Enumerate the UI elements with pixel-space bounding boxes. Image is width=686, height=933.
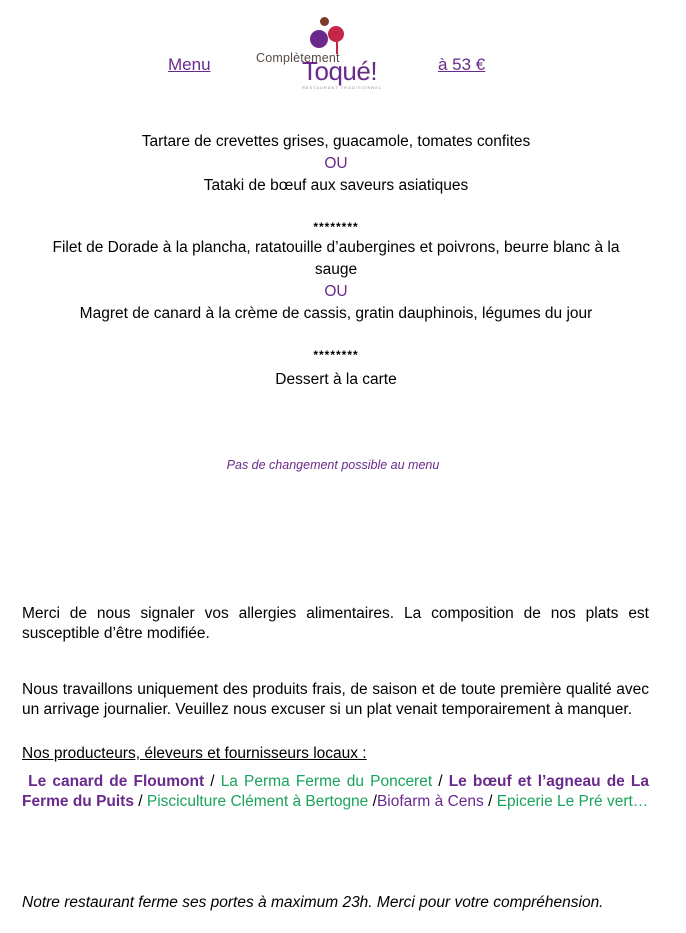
producer-pisciculture: Pisciculture Clément à Bertogne bbox=[146, 793, 369, 810]
closing-text: Notre restaurant ferme ses portes à maximum 23h. Merci pour votre compréhension. bbox=[22, 894, 604, 911]
starter-2: Tataki de bœuf aux saveurs asiatiques bbox=[203, 177, 469, 194]
producer-sep: / bbox=[204, 773, 221, 790]
menu-mains bbox=[22, 237, 650, 325]
allergies-text: Merci de nous signaler vos allergies alimentaires. La composition de nos plats est susceptible d’être modifiée. bbox=[22, 605, 649, 642]
stars-separator-1: ******** bbox=[313, 220, 359, 234]
logo-text-line2: Toqué! bbox=[302, 56, 378, 86]
menu-note: Pas de changement possible au menu bbox=[226, 458, 440, 472]
producer-perma-ferme: La Perma Ferme du Ponceret bbox=[220, 773, 433, 790]
producer-floumont: Le canard de Floumont bbox=[28, 773, 205, 790]
producer-sep: / bbox=[133, 793, 147, 810]
dessert: Dessert à la carte bbox=[275, 371, 397, 388]
producer-sep: / bbox=[368, 793, 377, 810]
logo-dot-small-icon bbox=[320, 17, 329, 26]
main-2: Magret de canard à la crème de cassis, gratin dauphinois, légumes du jour bbox=[79, 305, 593, 322]
logo-text-line3: RESTAURANT TRADITIONNEL bbox=[302, 85, 383, 90]
menu-starters bbox=[22, 131, 650, 197]
price-link[interactable]: à 53 € bbox=[438, 55, 486, 74]
main-1-line1: Filet de Dorade à la plancha, ratatouille d’aubergines et poivrons, beurre blanc à la bbox=[52, 239, 620, 256]
restaurant-logo bbox=[252, 14, 388, 92]
producer-biofarm: Biofarm à Cens bbox=[376, 793, 484, 810]
logo-text-line1: Complètement bbox=[256, 51, 340, 65]
producer-epicerie: Epicerie Le Pré vert… bbox=[496, 793, 649, 810]
fresh-products-text: Nous travaillons uniquement des produits frais, de saison et de toute première qualité avec un arrivage journalier. Veuillez nous excuser si un plat venait temporairement à manquer. bbox=[22, 681, 649, 718]
logo-dot-purple-icon bbox=[310, 30, 328, 48]
producer-sep: / bbox=[432, 773, 449, 790]
producers-list bbox=[22, 772, 649, 812]
or-separator-2: OU bbox=[324, 283, 348, 300]
producer-ferme-du-puits: Le bœuf et l’agneau de La Ferme du Puits bbox=[22, 773, 650, 810]
menu-link[interactable]: Menu bbox=[168, 55, 211, 74]
stars-separator-2: ******** bbox=[313, 348, 359, 362]
producers-heading: Nos producteurs, éleveurs et fournisseurs locaux : bbox=[22, 745, 367, 762]
main-1-line2: sauge bbox=[314, 261, 358, 278]
producer-sep: / bbox=[483, 793, 497, 810]
or-separator-1: OU bbox=[324, 155, 348, 172]
starter-1: Tartare de crevettes grises, guacamole, tomates confites bbox=[141, 133, 531, 150]
